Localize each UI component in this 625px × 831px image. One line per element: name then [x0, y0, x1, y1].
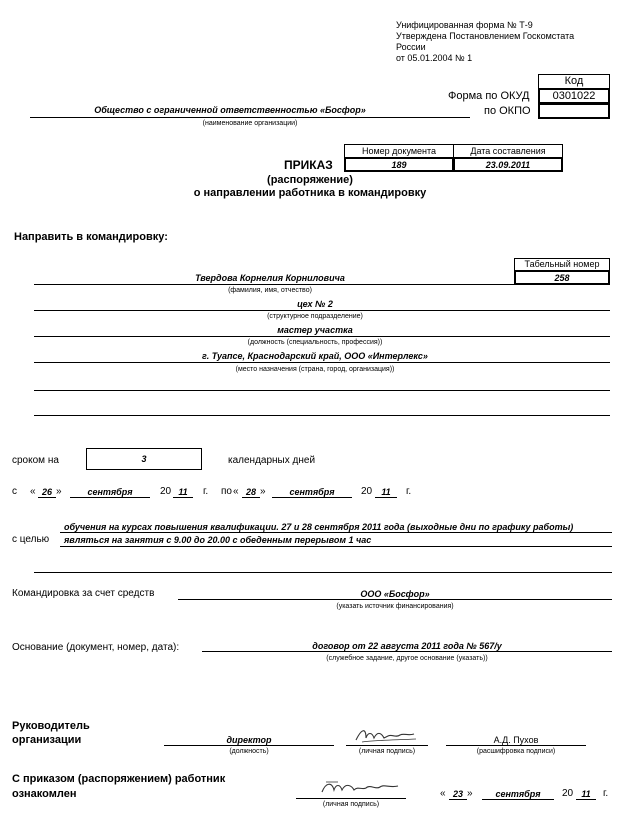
start-year: 11	[178, 487, 188, 497]
start-year-g: г.	[203, 486, 209, 497]
end-month-line	[272, 497, 352, 498]
organization-name: Общество с ограниченной ответственностью «Босфор»	[94, 105, 366, 115]
head-label-2: организации	[12, 734, 82, 746]
start-month: сентября	[87, 487, 133, 497]
start-year-prefix: 20	[160, 486, 172, 497]
okud-value	[538, 88, 610, 104]
tab-number-value: 258	[554, 273, 570, 283]
doc-date-cell	[453, 157, 563, 172]
purpose-underline-1	[60, 532, 612, 533]
head-position: директор	[226, 735, 272, 745]
doc-number-header	[344, 144, 454, 158]
destination-value: г. Туапсе, Краснодарский край, ООО «Интерлекс»	[202, 351, 428, 361]
doc-subject: о направлении работника в командировку	[193, 187, 427, 199]
ack-month: сентября	[495, 789, 541, 799]
from-label: с	[12, 486, 17, 497]
tab-number-label: Табельный номер	[524, 259, 600, 269]
okpo-value	[538, 103, 610, 119]
start-month-line	[70, 497, 150, 498]
end-year-prefix: 20	[361, 486, 373, 497]
doc-date-header	[453, 144, 563, 158]
doc-title: ПРИКАЗ	[284, 158, 333, 172]
ack-year-line	[576, 799, 596, 800]
ack-quote-open: «	[440, 788, 446, 799]
end-month: сентября	[289, 487, 335, 497]
form-approval: Утверждена Постановлением Госкомстата	[396, 31, 575, 41]
head-name-line	[446, 745, 586, 746]
tab-number-cell	[514, 270, 610, 285]
purpose-line-2: являться на занятия с 9.00 до 20.00 с обеденным перерывом 1 час	[64, 535, 372, 545]
ack-year-g: г.	[603, 788, 609, 799]
start-quote-close: »	[56, 486, 62, 497]
form-title: Унифицированная форма № Т-9	[396, 20, 533, 30]
ack-label-2: ознакомлен	[12, 788, 77, 800]
start-day: 26	[41, 487, 52, 497]
ack-day: 23	[452, 789, 463, 799]
employee-signature	[318, 778, 402, 800]
form-approval-country: России	[396, 42, 426, 52]
doc-subtitle: (распоряжение)	[267, 174, 353, 186]
end-day-line	[242, 497, 260, 498]
department-value: цех № 2	[297, 299, 333, 309]
ack-day-line	[449, 799, 467, 800]
head-name-caption: (расшифровка подписи)	[476, 748, 556, 755]
purpose-underline-2	[60, 546, 612, 547]
days-value: 3	[141, 454, 147, 464]
funding-value: ООО «Босфор»	[360, 589, 430, 599]
funding-caption: (указать источник финансирования)	[336, 603, 454, 610]
funding-line	[178, 599, 612, 600]
end-year: 11	[381, 487, 391, 497]
end-quote-open: «	[233, 486, 239, 497]
organization-caption: (наименование организации)	[202, 120, 298, 127]
position-caption: (должность (специальность, профессия))	[247, 339, 383, 346]
purpose-underline-3	[34, 572, 612, 573]
head-name: А.Д. Пухов	[493, 735, 539, 745]
term-label: сроком на	[12, 455, 59, 466]
okud-label: Форма по ОКУД	[448, 90, 530, 102]
start-year-line	[173, 497, 193, 498]
head-signature-line	[346, 745, 428, 746]
to-label: по	[221, 486, 232, 497]
days-box	[86, 448, 202, 470]
destination-line	[34, 362, 610, 363]
ack-signature-line	[296, 798, 406, 799]
okpo-label: по ОКПО	[484, 105, 531, 117]
doc-number-cell	[344, 157, 454, 172]
basis-label: Основание (документ, номер, дата):	[12, 642, 180, 653]
code-label: Код	[564, 75, 584, 87]
doc-date-label: Дата составления	[470, 146, 546, 156]
ack-year-prefix: 20	[562, 788, 574, 799]
position-line	[34, 336, 610, 337]
employee-name: Твердова Корнелия Корниловича	[195, 273, 345, 283]
head-position-line	[164, 745, 334, 746]
end-year-line	[375, 497, 397, 498]
end-day: 28	[245, 487, 256, 497]
employee-line	[34, 284, 610, 285]
send-heading: Направить в командировку:	[14, 231, 168, 243]
position-value: мастер участка	[277, 325, 353, 335]
department-caption: (структурное подразделение)	[267, 313, 363, 320]
code-header	[538, 74, 610, 89]
ack-year: 11	[581, 789, 591, 799]
ack-month-line	[482, 799, 554, 800]
ack-label-1: С приказом (распоряжением) работник	[12, 773, 226, 785]
okud-code: 0301022	[552, 90, 596, 102]
purpose-line-1: обучения на курсах повышения квалификации. 27 и 28 сентября 2011 года (выходные дни по графику работы)	[64, 522, 574, 532]
employee-caption: (фамилия, имя, отчество)	[228, 287, 312, 294]
start-quote-open: «	[30, 486, 36, 497]
head-position-caption: (должность)	[229, 748, 269, 755]
ack-quote-close: »	[467, 788, 473, 799]
department-line	[34, 310, 610, 311]
destination-caption: (место назначения (страна, город, организация))	[235, 366, 395, 373]
organization-line	[30, 117, 470, 118]
funding-label: Командировка за счет средств	[12, 588, 155, 599]
head-signature-caption: (личная подпись)	[358, 748, 416, 755]
basis-caption: (служебное задание, другое основание (указать))	[326, 655, 488, 662]
end-year-g: г.	[406, 486, 412, 497]
head-label-1: Руководитель	[12, 720, 90, 732]
basis-line	[202, 651, 612, 652]
doc-number-value: 189	[391, 160, 407, 170]
destination-extra-line-1	[34, 390, 610, 391]
form-approval-date: от 05.01.2004 № 1	[396, 53, 473, 63]
destination-extra-line-2	[34, 415, 610, 416]
purpose-label: с целью	[12, 534, 50, 545]
doc-date-value: 23.09.2011	[485, 160, 531, 170]
ack-signature-caption: (личная подпись)	[322, 801, 380, 808]
doc-number-label: Номер документа	[361, 146, 437, 156]
end-quote-close: »	[260, 486, 266, 497]
start-day-line	[38, 497, 56, 498]
days-label: календарных дней	[228, 455, 316, 466]
basis-value: договор от 22 августа 2011 года № 567/у	[312, 641, 502, 651]
